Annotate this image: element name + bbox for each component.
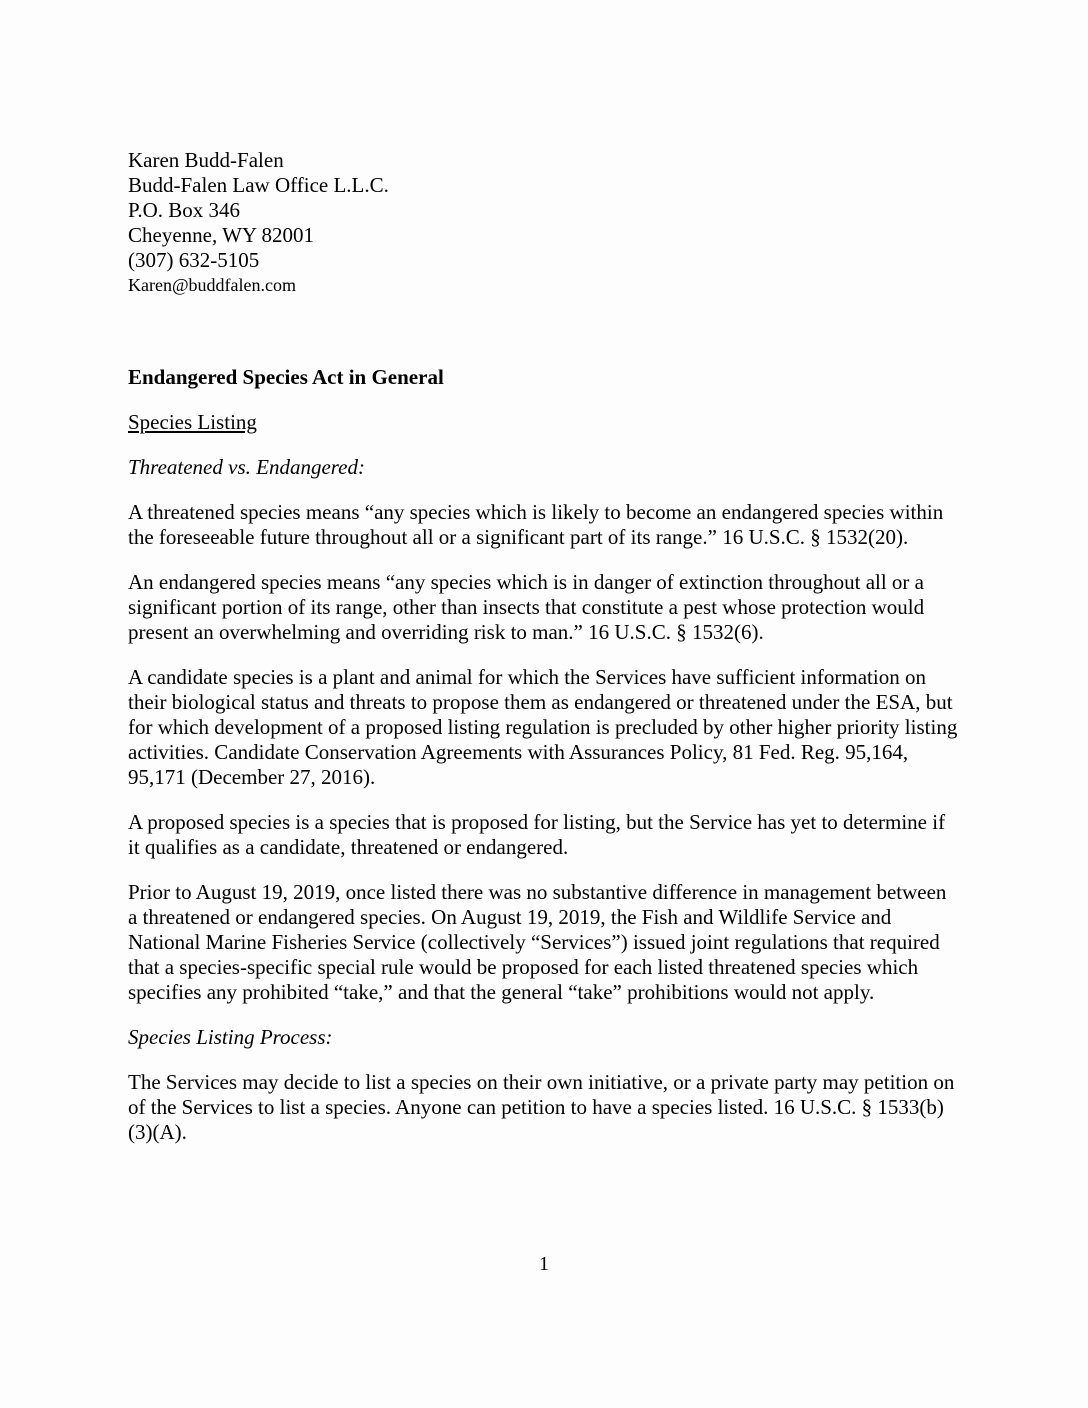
contact-phone: (307) 632-5105: [128, 248, 260, 272]
subheading-threatened-vs-endangered: Threatened vs. Endangered:: [128, 455, 365, 479]
paragraph-candidate-definition: A candidate species is a plant and animal for which the Services have sufficient information on their biological status and threats to propose them as endangered or threatened under the ESA, but for which development of a proposed listing regulation is precluded by other higher priority listing activities. Candidate Conservation Agreements with Assurances Policy, 81 Fed. Reg. 95,164, 95,171 (December 27, 2016).: [128, 665, 958, 789]
paragraph-endangered-definition: An endangered species means “any species which is in danger of extinction throughout all or a significant portion of its range, other than insects that constitute a pest whose protection would present an overwhelming and overriding risk to man.” 16 U.S.C. § 1532(6).: [128, 570, 925, 644]
contact-name: Karen Budd-Falen: [128, 148, 284, 172]
paragraph-proposed-definition: A proposed species is a species that is proposed for listing, but the Service has yet to determine if it qualifies as a candidate, threatened or endangered.: [128, 810, 946, 859]
contact-firm: Budd-Falen Law Office L.L.C.: [128, 173, 389, 197]
page-number: 1: [539, 1253, 549, 1275]
section-heading-species-listing: Species Listing: [128, 410, 257, 434]
paragraph-listing-process: The Services may decide to list a species on their own initiative, or a private party may petition on of the Services to list a species. Anyone can petition to have a species listed. 16 U.S.C. § 1533(b)(3)(A).: [128, 1070, 955, 1144]
document-title: Endangered Species Act in General: [128, 365, 444, 389]
contact-city-state-zip: Cheyenne, WY 82001: [128, 223, 315, 247]
letterhead: [128, 148, 960, 298]
paragraph-prior-august-2019: Prior to August 19, 2019, once listed there was no substantive difference in management between a threatened or endangered species. On August 19, 2019, the Fish and Wildlife Service and National Marine Fisheries Service (collectively “Services”) issued joint regulations that required that a species-specific special rule would be proposed for each listed threatened species which specifies any prohibited “take,” and that the general “take” prohibitions would not apply.: [128, 880, 947, 1004]
paragraph-threatened-definition: A threatened species means “any species which is likely to become an endangered species within the foreseeable future throughout all or a significant part of its range.” 16 U.S.C. § 1532(20).: [128, 500, 944, 549]
subheading-species-listing-process: Species Listing Process:: [128, 1025, 333, 1049]
contact-po-box: P.O. Box 346: [128, 198, 241, 222]
contact-email: Karen@buddfalen.com: [128, 275, 297, 295]
